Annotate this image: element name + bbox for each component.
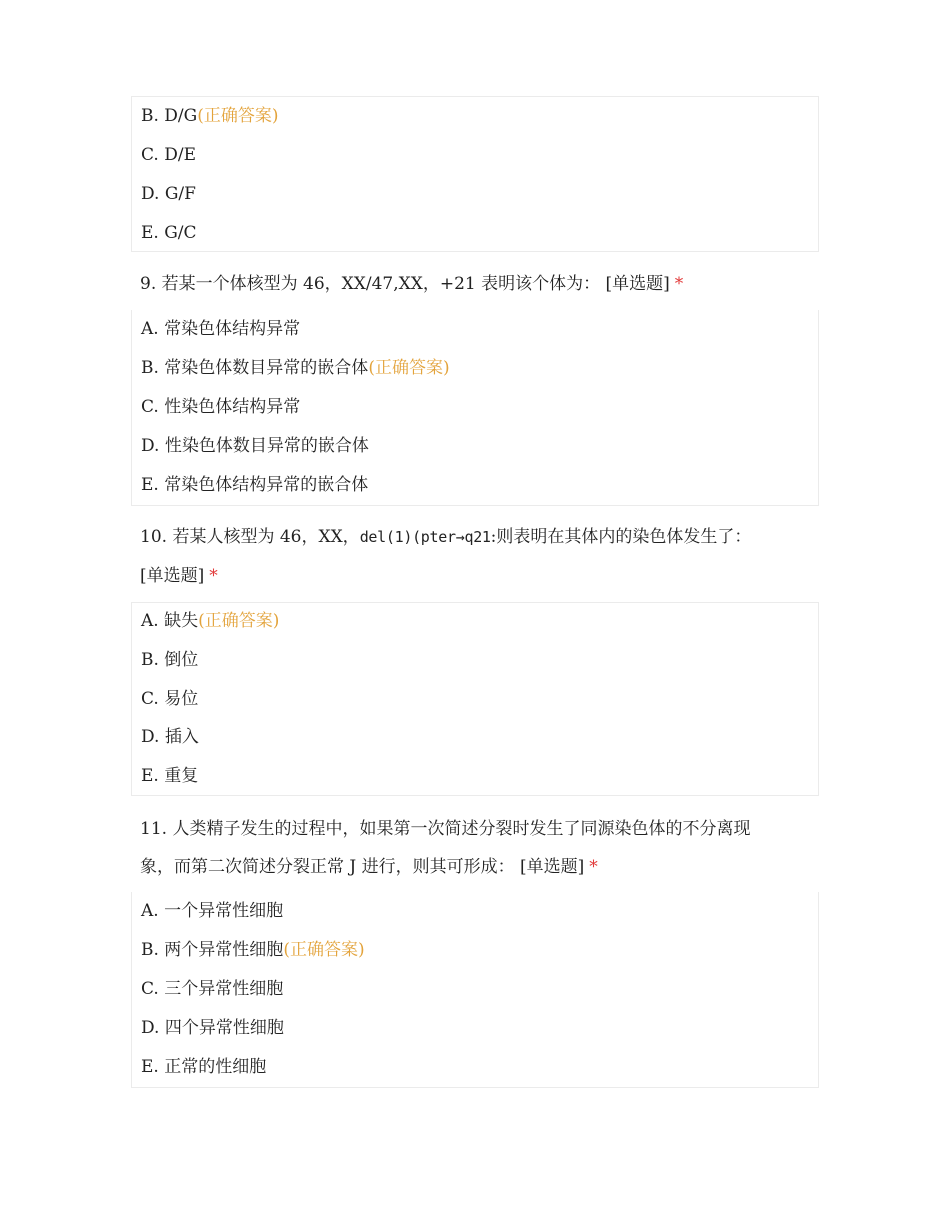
question-text-cont: 象，而第二次简述分裂正常 J 进行，则其可形成：: [140, 857, 515, 877]
option-label: B. D/G: [141, 106, 198, 126]
correct-answer-tag: (正确答案): [283, 940, 365, 960]
option-label: B. 常染色体数目异常的嵌合体: [141, 358, 369, 378]
q10-option-a[interactable]: [141, 611, 279, 631]
option-label: C. 三个异常性细胞: [141, 979, 284, 999]
q8-option-b[interactable]: [141, 106, 279, 126]
q11-option-b[interactable]: [141, 940, 365, 960]
question-text: 11. 人类精子发生的过程中，如果第一次简述分裂时发生了同源染色体的不分离现: [140, 819, 751, 839]
q9-question-text: [140, 265, 812, 304]
option-label: C. 易位: [141, 689, 199, 709]
q11-option-e[interactable]: [141, 1057, 266, 1077]
option-label: C. D/E: [141, 145, 196, 165]
q10-question-text: [140, 518, 812, 557]
q10-option-b[interactable]: [141, 650, 198, 670]
q9-option-a[interactable]: [141, 319, 300, 339]
option-label: B. 倒位: [141, 650, 199, 670]
q9-option-c[interactable]: [141, 397, 300, 417]
option-label: E. G/C: [141, 223, 197, 243]
question-type: [单选题]: [140, 566, 205, 586]
q11-options-block: [131, 892, 819, 1088]
correct-answer-tag: (正确答案): [197, 106, 279, 126]
correct-answer-tag: (正确答案): [368, 358, 450, 378]
q8-option-d[interactable]: [141, 184, 196, 204]
q9-options-block: [131, 310, 819, 506]
q11-question-text-line1: [140, 810, 812, 849]
option-label: A. 一个异常性细胞: [141, 901, 284, 921]
option-label: D. 性染色体数目异常的嵌合体: [141, 436, 369, 456]
q11-option-a[interactable]: [141, 901, 283, 921]
option-label: E. 正常的性细胞: [141, 1057, 267, 1077]
question-text-cont: :则表明在其体内的染色体发生了：: [490, 527, 752, 547]
q9-option-b[interactable]: [141, 358, 450, 378]
required-mark: *: [589, 857, 598, 877]
q9-option-d[interactable]: [141, 436, 369, 456]
question-text: 10. 若某人核型为 46，XX，: [140, 527, 360, 547]
q8-option-c[interactable]: [141, 145, 196, 165]
q10-question-type-line: [140, 557, 812, 596]
q10-options-block: [131, 602, 819, 796]
q9-option-e[interactable]: [141, 475, 368, 495]
option-label: E. 常染色体结构异常的嵌合体: [141, 475, 369, 495]
option-label: C. 性染色体结构异常: [141, 397, 301, 417]
q10-option-d[interactable]: [141, 727, 199, 747]
q8-option-e[interactable]: [141, 223, 197, 243]
option-label: D. 四个异常性细胞: [141, 1018, 284, 1038]
question-type: [单选题]: [520, 857, 585, 877]
question-text: 9. 若某一个体核型为 46，XX/47,XX，+21 表明该个体为：: [140, 274, 601, 294]
option-label: A. 常染色体结构异常: [141, 319, 301, 339]
option-label: E. 重复: [141, 766, 199, 786]
q11-option-d[interactable]: [141, 1018, 284, 1038]
q10-option-c[interactable]: [141, 689, 198, 709]
q10-option-e[interactable]: [141, 766, 198, 786]
required-mark: *: [209, 566, 218, 586]
q8-options-block: [131, 96, 819, 252]
q11-question-text-line2: [140, 848, 812, 887]
correct-answer-tag: (正确答案): [198, 611, 280, 631]
option-label: B. 两个异常性细胞: [141, 940, 284, 960]
option-label: D. 插入: [141, 727, 199, 747]
option-label: A. 缺失: [141, 611, 199, 631]
option-label: D. G/F: [141, 184, 196, 204]
required-mark: *: [674, 274, 684, 294]
q11-option-c[interactable]: [141, 979, 283, 999]
karyotype-formula: del(1)(pter→q21: [359, 528, 491, 546]
question-type: [单选题]: [605, 274, 670, 294]
